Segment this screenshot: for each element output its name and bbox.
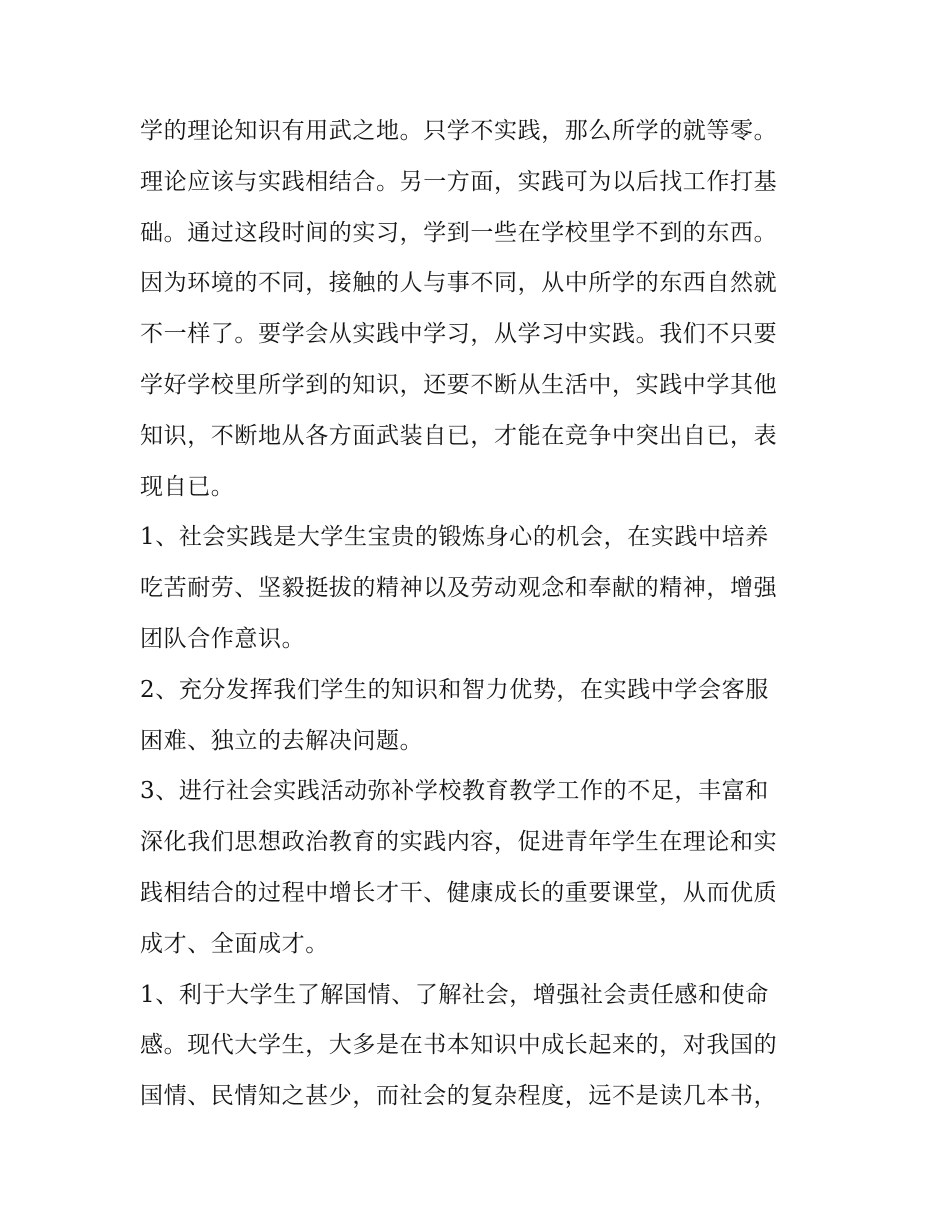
text-line: 1、利于大学生了解国情、了解社会，增强社会责任感和使命	[140, 981, 769, 1008]
text-line: 2、充分发挥我们学生的知识和智力优势，在实践中学会客服	[140, 676, 769, 703]
text-line: 成才、全面成才。	[140, 930, 329, 957]
body-text	[140, 106, 830, 1122]
text-line: 不一样了。要学会从实践中学习，从学习中实践。我们不只要	[140, 321, 778, 348]
text-line: 团队合作意识。	[140, 625, 306, 652]
text-line: 知识，不断地从各方面武装自已，才能在竞争中突出自已，表	[140, 422, 778, 449]
text-line: 理论应该与实践相结合。另一方面，实践可为以后找工作打基	[140, 168, 778, 195]
text-line: 国情、民情知之甚少，而社会的复杂程度，远不是读几本书，	[140, 1083, 778, 1110]
text-line: 学的理论知识有用武之地。只学不实践，那么所学的就等零。	[140, 118, 778, 144]
text-line: 感。现代大学生，大多是在书本知识中成长起来的，对我国的	[140, 1032, 778, 1059]
text-line: 吃苦耐劳、坚毅挺拔的精神以及劳动观念和奉献的精神，增强	[140, 575, 778, 602]
text-line: 3、进行社会实践活动弥补学校教育教学工作的不足，丰富和	[140, 778, 769, 805]
text-line: 困难、独立的去解决问题。	[140, 727, 424, 754]
text-line: 因为环境的不同，接触的人与事不同，从中所学的东西自然就	[140, 270, 778, 297]
text-line: 践相结合的过程中增长才干、健康成长的重要课堂，从而优质	[140, 879, 778, 906]
text-line: 础。通过这段时间的实习，学到一些在学校里学不到的东西。	[140, 219, 778, 246]
text-line: 1、社会实践是大学生宝贵的锻炼身心的机会，在实践中培养	[140, 524, 769, 551]
text-line: 深化我们思想政治教育的实践内容，促进青年学生在理论和实	[140, 829, 778, 856]
text-line: 学好学校里所学到的知识，还要不断从生活中，实践中学其他	[140, 371, 778, 398]
text-line: 现自已。	[140, 473, 235, 500]
